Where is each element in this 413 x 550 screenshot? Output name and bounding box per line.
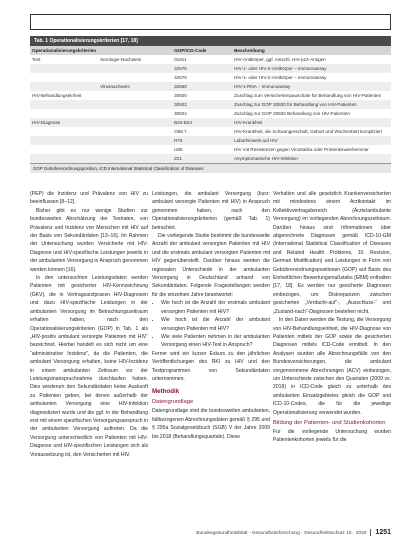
table-cell: [98, 118, 172, 127]
table-cell: [30, 100, 98, 109]
table-cell: 01811: [174, 57, 187, 62]
table-cell: [98, 154, 172, 163]
paragraph: Datengrundlage sind die bundesweiten ambulanten, fallbezogenen Abrechnungsdaten gemäß § 295 und § 295a Sozialgesetzbuch (SGB) V der Jahre 2009 bis 2018 (Behandlungsquartale). Diese: [152, 408, 270, 440]
table-cell: [30, 127, 98, 136]
table-cell: Z21: [172, 154, 232, 163]
table-row: [30, 145, 391, 154]
col-header: Beschreibung: [232, 46, 391, 55]
table-header-row: [30, 46, 391, 55]
table-row: [30, 82, 391, 91]
table-footnote: GOP Gebührenordnungsposition, ICD International Statistical Classification of Diseases: [30, 163, 391, 173]
table-cell: [98, 64, 172, 73]
table-cell: Test: [32, 57, 41, 62]
table-cell: 32660: [172, 82, 232, 91]
table-cell: [30, 136, 98, 145]
col-header: Operationalisierungskriterien: [32, 48, 97, 53]
table-cell: HIV-1- oder HIV-2-Antikörper – Immunoassay: [234, 75, 327, 80]
text-column-2: [152, 190, 270, 441]
table-cell: HIV-Krankheit, die Schwangerschaft, Geburt und Wochenbett kompliziert: [234, 129, 383, 134]
page-number: 1251: [370, 529, 391, 536]
table-cell: Asymptomatische HIV-Infektion: [232, 154, 391, 163]
table-cell: [30, 73, 98, 82]
table-row: [30, 100, 391, 109]
list-item: • Wie hoch ist die Anzahl der erstmals ambulant versorgten Patienten mit HIV?: [161, 299, 270, 316]
paragraph: (PEP) die Inzidenz und Prävalenz von HIV zu beeinflussen [8–12].: [30, 191, 148, 206]
operationalization-table: [30, 46, 391, 163]
col-header: [98, 46, 172, 55]
table-cell: Zuschlag zur GOP 30920 für Behandlung von HIV-Patienten: [232, 100, 391, 109]
page-footer: [30, 527, 391, 539]
table-cell: [30, 82, 98, 91]
table-cell: 32576: [174, 75, 187, 80]
table-cell: O98.7: [174, 129, 187, 134]
table-cell: HIV-Diagnose: [30, 118, 98, 127]
journal-name: Bundesgesundheitsblatt - Gesundheitsforschung - Gesundheitsschutz 10 · 2020: [196, 531, 367, 536]
table-cell: [98, 100, 172, 109]
table-row: [30, 118, 391, 127]
table-cell: Virusnachweis: [98, 82, 172, 91]
paragraph: Bisher gibt es nur wenige Studien zur bundesweiten Abschätzung der Testraten, von Prävalenz und Inzidenz von Menschen mit HIV auf der Basis von Sekundärdaten [13–16]. Im Rahmen der Untersuchung wurden Versicherte mit HIV-Diagnose und HIV-spezifische Leistungen jeweils in der ambulanten Versorgung in Anspruch genommen werden können [16].: [30, 207, 148, 273]
table-cell: R75: [172, 136, 232, 145]
table-cell: HIV-Antikörper, ggf. einschl. HIV-p24-Antigen: [234, 57, 326, 62]
table-cell: HIV mit Resistenzen gegen Virustatika oder Proteinkinasehemmer: [234, 147, 369, 152]
table-row: [30, 73, 391, 82]
table-row: [30, 64, 391, 73]
text-column-3: [273, 190, 391, 445]
table-row: [30, 136, 391, 145]
table-cell: [98, 91, 172, 100]
header-box: [30, 14, 391, 30]
table-cell: HIV-1-RNA – Immunoassay: [232, 82, 391, 91]
table-cell: 30924: [174, 111, 187, 116]
table-cell: U85: [174, 147, 183, 152]
paragraph: Leistungen, die ambulant Versorgung (kurz: ambulant versorgte Patienten mit HIV) in Anspruch genommen haben, nach den Operationalisierungskriterien (gemäß Tab. 1) betrachtet.: [152, 191, 270, 231]
table-1: [30, 36, 391, 173]
section-heading-methods: Methodik: [152, 388, 180, 396]
table-cell: HIV-1- oder HIV-2-Antikörper – Immunoassay: [232, 64, 391, 73]
table-cell: [98, 136, 172, 145]
table-cell: B20-B24: [172, 118, 232, 127]
paragraph: Für die vorliegende Untersuchung wurden Patientenkohorten jeweils für die: [273, 428, 391, 444]
table-cell: [98, 145, 172, 154]
table-row: [30, 127, 391, 136]
list-item: • Wie hoch ist die Anzahl der ambulant versorgten Patienten mit HIV?: [161, 316, 270, 333]
table-row: [30, 109, 391, 118]
list-item: • Wie viele Patienten nehmen in der ambulanten Versorgung einen HIV-Test in Anspruch?: [161, 333, 270, 350]
table-cell: HIV-Behandlungseinheit: [32, 93, 82, 98]
table-row: [30, 154, 391, 163]
paragraph: In den Daten werden die Testung, die Versorgung von HIV-Behandlungseinheit, die HIV-Diagnose von Patienten mittels der GOP sowie die gesicherten Diagnosen mittels ICD-Code ermittelt. In den Analysen wurden alle Abrechnungsfälle von den Bundesversicherungen, die ambulant vorgenommene Abrechnungen (ACV) einbezogen, um Unterschiede zwischen den Quartalen (2009 vs. 2018) in ICD-Code gleich zu unterhalb des ambulanten Einsatzgebietes gleich die GOP und ICD-10-Codes, die für die jeweilige Operationalisierung verwendet wurden.: [273, 317, 391, 416]
subsection-heading-data: Datengrundlage: [152, 399, 194, 406]
table-cell: 30920: [174, 93, 187, 98]
table-cell: Zuschlag zum Versichertenpauschale für Behandlung von HIV-Patienten: [234, 93, 382, 98]
text-column-1: [30, 190, 148, 459]
question-list: [152, 299, 270, 349]
paragraph: Verhalten und alle gesetzlich Krankenversicherten mit mindestens einem Arztkontakt im Kollektivvertragsbereich (Ärzte/ambulante Versorgung) im vorliegenden Abrechnungszeitraum. Darüber hinaus sind Informationen über abgerechnete Diagnosen gemäß ICD-10-GM (International Statistical Classification of Diseases and Related Health Problems, 10. Revision, German Modification) und Leistungen in Form von Gebührenordnungspositionen (GOP) auf Basis des Einheitlichen Bewertungsmaßstabs (EBM) enthalten [17, 18]. Es werden nur gesicherte Diagnosen einbezogen, um Diskrepanzen zwischen gesicherten „Verdacht-auf“-, „Ausschluss-“ und „Zustand-nach“-Diagnosen bestehen nicht.: [273, 191, 391, 315]
table-cell: [30, 64, 98, 73]
table-cell: [30, 154, 98, 163]
subsection-heading-cohorts: Bildung der Patienten- und Studienkohorten: [273, 419, 386, 426]
paragraph: In den untersuchten Leistungsdaten werden Patienten mit gesicherter HIV-Kennzeichnung (GKV), die in Vertragsarztpraxen HIV-Diagnosen und dazu HIV-spezifische Leistungen in der ambulanten Versorgung im Betrachtungszeitraum erhalten haben, nach den Operationalisierungskriterien (GOP) in Tab. 1 als „HIV-positiv ambulant versorgte Patienten mit HIV“ bezeichnet. Hierbei handelt es sich nicht um eine “administrative Inzidenz”, da die Patienten, die ambulant Versorgung erhalten, keine HIV-Inzidenz in einem ambulanten Zeitraum vor der Leistungsinanspruchnahme durchlaufen haben. Dies wiederum den Sekundärdaten keine Auskunft zu Patienten geben, bei denen außerhalb der ambulanten Versorgung eine HIV-Infektion diagnostiziert wurde und die ggf. in der Behandlung erst mit einem spezifischen Versorgungsanspruch in der ambulanten Versorgung auftreten. Da die Versorgung unterschiedlich von Patienten mit HIV-Diagnose und HIV-spezifischen Leistungen sich als Voraussetzung ist, den Versicherten mit HIV.: [30, 275, 148, 458]
table-cell: 30922: [172, 100, 232, 109]
table-cell: HIV-Krankheit: [232, 118, 391, 127]
table-cell: [98, 109, 172, 118]
paragraph: Die vorliegende Studie bestimmt die bundesweite Anzahl der ambulant versorgten Patienten mit HIV und die erstmals ambulant versorgten Patienten mit HIV gegenüberstellt. Darüber hinaus werden die regionalen Unterschiede in der ambulanten Versorgung in Deutschland anhand von Sekundärdaten. Folgende Fragestellungen werden für die einzelnen Jahre beantwortet:: [152, 233, 270, 298]
table-row: [30, 55, 391, 64]
table-cell: [30, 109, 98, 118]
table-cell: [30, 145, 98, 154]
table-cell: Zuschlag zur GOP 30920 Behandlung von HIV-Patienten: [234, 111, 350, 116]
paragraph: Ferner wird ein kurzer Exkurs zu den jährlichen Veröffentlichungen des RKI zu HIV und den Testprogrammen von Sekundärdaten unternommen.: [152, 350, 270, 382]
table-cell: Laborhinweis auf HIV: [232, 136, 391, 145]
col-header: GOP/ICD-Code: [172, 46, 232, 55]
table-cell: 32575: [172, 64, 232, 73]
table-title: Tab. 1 Operationalisierungskriterien [17, 18]: [30, 36, 391, 46]
table-cell: [98, 73, 172, 82]
table-cell: Serologie-Nachweis: [100, 57, 141, 62]
table-row: [30, 91, 391, 100]
table-cell: [98, 127, 172, 136]
